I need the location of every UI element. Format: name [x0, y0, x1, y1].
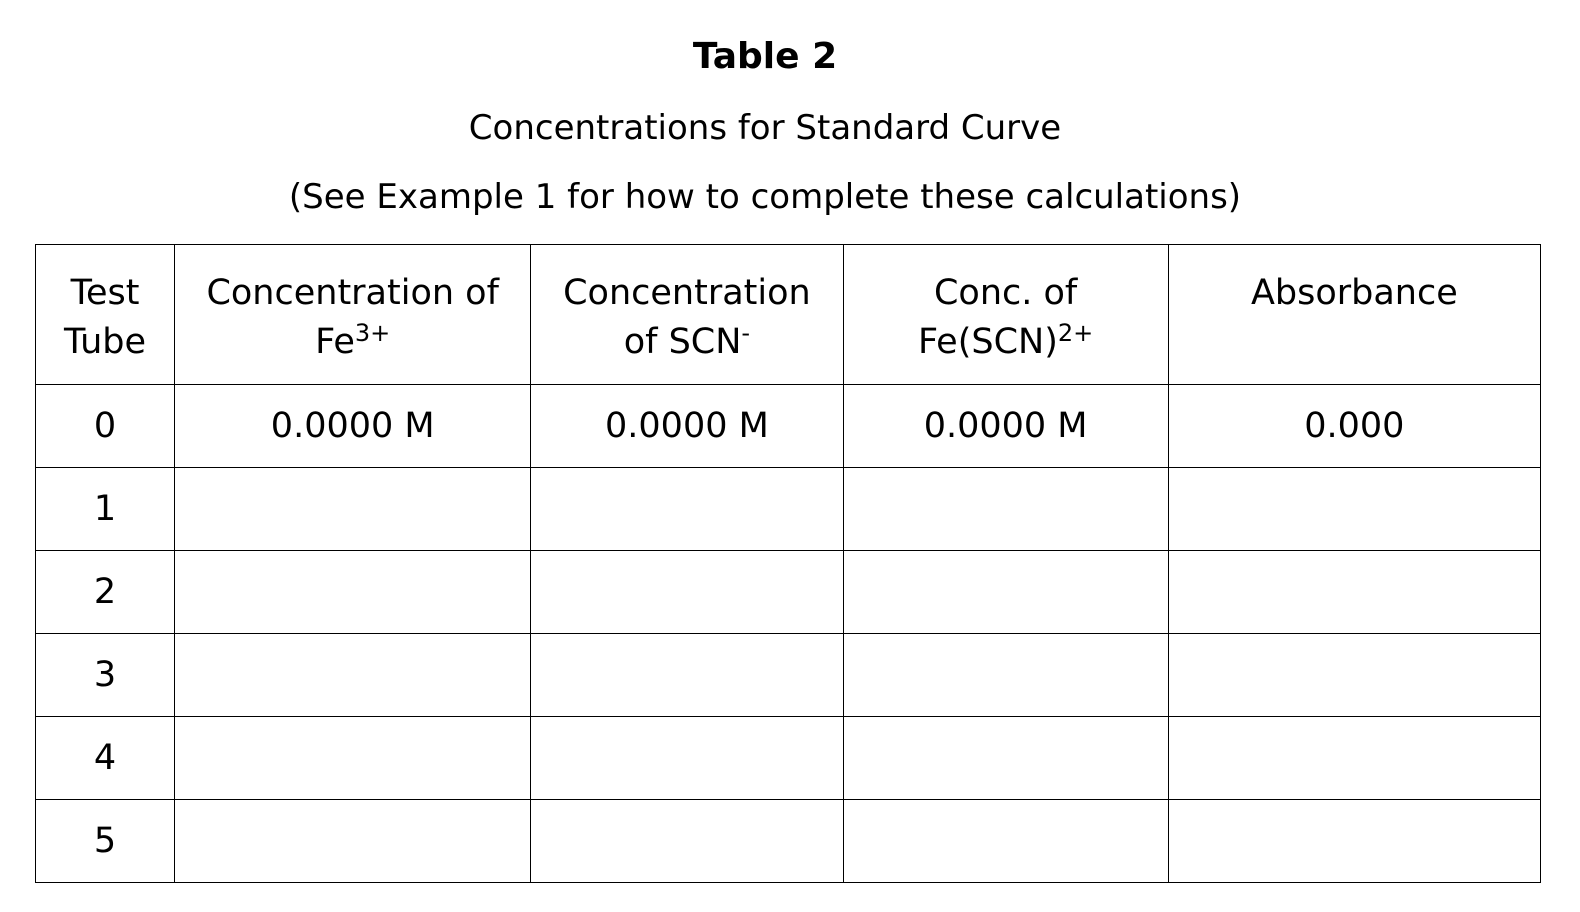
cell-fe[interactable] [175, 717, 531, 800]
cell-scn[interactable] [531, 468, 843, 551]
header-row [36, 245, 1541, 385]
cell-fe[interactable] [175, 468, 531, 551]
cell-absorbance: 0.000 [1168, 385, 1540, 468]
cell-absorbance[interactable] [1168, 634, 1540, 717]
table-row [36, 634, 1541, 717]
table-row [36, 717, 1541, 800]
cell-tube: 0 [36, 385, 175, 468]
cell-fe[interactable] [175, 551, 531, 634]
cell-absorbance[interactable] [1168, 551, 1540, 634]
cell-fe[interactable] [175, 634, 531, 717]
table-row [36, 385, 1541, 468]
table-title: Table 2 [692, 36, 838, 77]
cell-scn[interactable] [531, 800, 843, 883]
cell-fescn: 0.0000 M [843, 385, 1168, 468]
table-row [36, 551, 1541, 634]
cell-scn: 0.0000 M [531, 385, 843, 468]
cell-tube: 3 [36, 634, 175, 717]
cell-fescn[interactable] [843, 634, 1168, 717]
cell-fescn[interactable] [843, 800, 1168, 883]
header-scn-concentration: Concentration of SCN- [531, 245, 843, 385]
table-row [36, 800, 1541, 883]
cell-fescn[interactable] [843, 551, 1168, 634]
header-fescn-concentration: Conc. of Fe(SCN)$^{2+}$ [843, 245, 1168, 385]
standard-curve-table [35, 244, 1541, 883]
table-subtitle: Concentrations for Standard Curve [468, 108, 1062, 148]
cell-fe: 0.0000 M [175, 385, 531, 468]
table-note: (See Example 1 for how to complete these calculations) [288, 177, 1242, 217]
cell-tube: 2 [36, 551, 175, 634]
cell-fe[interactable] [175, 800, 531, 883]
cell-tube: 5 [36, 800, 175, 883]
cell-tube: 1 [36, 468, 175, 551]
cell-fescn[interactable] [843, 468, 1168, 551]
header-fe-concentration: Concentration of $Fe^{3+}$ [175, 245, 531, 385]
cell-fescn[interactable] [843, 717, 1168, 800]
header-test-tube: Test Tube [36, 245, 175, 385]
cell-absorbance[interactable] [1168, 800, 1540, 883]
cell-scn[interactable] [531, 551, 843, 634]
table-row [36, 468, 1541, 551]
header-absorbance: Absorbance [1168, 245, 1540, 385]
cell-tube: 4 [36, 717, 175, 800]
cell-scn[interactable] [531, 717, 843, 800]
cell-absorbance[interactable] [1168, 468, 1540, 551]
cell-scn[interactable] [531, 634, 843, 717]
cell-absorbance[interactable] [1168, 717, 1540, 800]
